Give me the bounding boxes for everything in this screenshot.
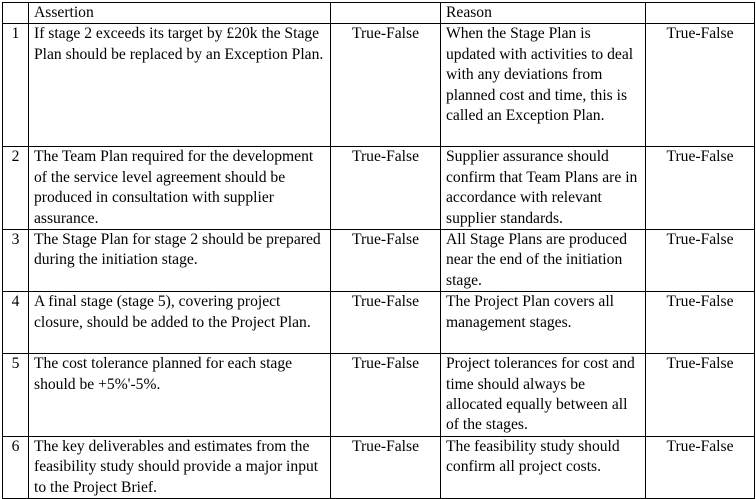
row-number: 5 [3,354,29,437]
table-row [3,436,755,498]
reason-cell: The feasibility study should confirm all project costs. [441,436,646,498]
header-assertion: Assertion [29,3,331,24]
row-number: 4 [3,292,29,354]
assertion-cell: If stage 2 exceeds its target by £20k the Stage Plan should be replaced by an Exception Plan. [29,24,331,147]
table-header-row [3,3,755,24]
table-row [3,354,755,437]
assertion-true-false: True-False [331,354,441,437]
table-row [3,147,755,230]
reason-true-false: True-False [646,354,755,437]
assertion-true-false: True-False [331,292,441,354]
assertion-true-false: True-False [331,230,441,292]
reason-true-false: True-False [646,147,755,230]
table-row [3,292,755,354]
assertion-reason-table [2,2,755,499]
assertion-cell: The key deliverables and estimates from the feasibility study should provide a major input to the Project Brief. [29,436,331,498]
row-number: 1 [3,24,29,147]
header-true-false-1 [331,3,441,24]
reason-cell: Supplier assurance should confirm that Team Plans are in accordance with relevant supplier standards. [441,147,646,230]
reason-true-false: True-False [646,24,755,147]
table-row [3,24,755,147]
reason-cell: All Stage Plans are produced near the end of the initiation stage. [441,230,646,292]
row-number: 3 [3,230,29,292]
header-true-false-2 [646,3,755,24]
assertion-true-false: True-False [331,24,441,147]
assertion-cell: The cost tolerance planned for each stage should be +5%'-5%. [29,354,331,437]
header-number [3,3,29,24]
assertion-cell: The Stage Plan for stage 2 should be prepared during the initiation stage. [29,230,331,292]
assertion-cell: The Team Plan required for the development of the service level agreement should be produced in consultation with supplier assurance. [29,147,331,230]
assertion-true-false: True-False [331,147,441,230]
reason-true-false: True-False [646,436,755,498]
row-number: 6 [3,436,29,498]
reason-cell: Project tolerances for cost and time should always be allocated equally between all of the stages. [441,354,646,437]
row-number: 2 [3,147,29,230]
reason-cell: When the Stage Plan is updated with activities to deal with any deviations from planned cost and time, this is called an Exception Plan. [441,24,646,147]
assertion-cell: A final stage (stage 5), covering project closure, should be added to the Project Plan. [29,292,331,354]
header-reason: Reason [441,3,646,24]
assertion-true-false: True-False [331,436,441,498]
table-row [3,230,755,292]
reason-true-false: True-False [646,230,755,292]
reason-true-false: True-False [646,292,755,354]
reason-cell: The Project Plan covers all management stages. [441,292,646,354]
